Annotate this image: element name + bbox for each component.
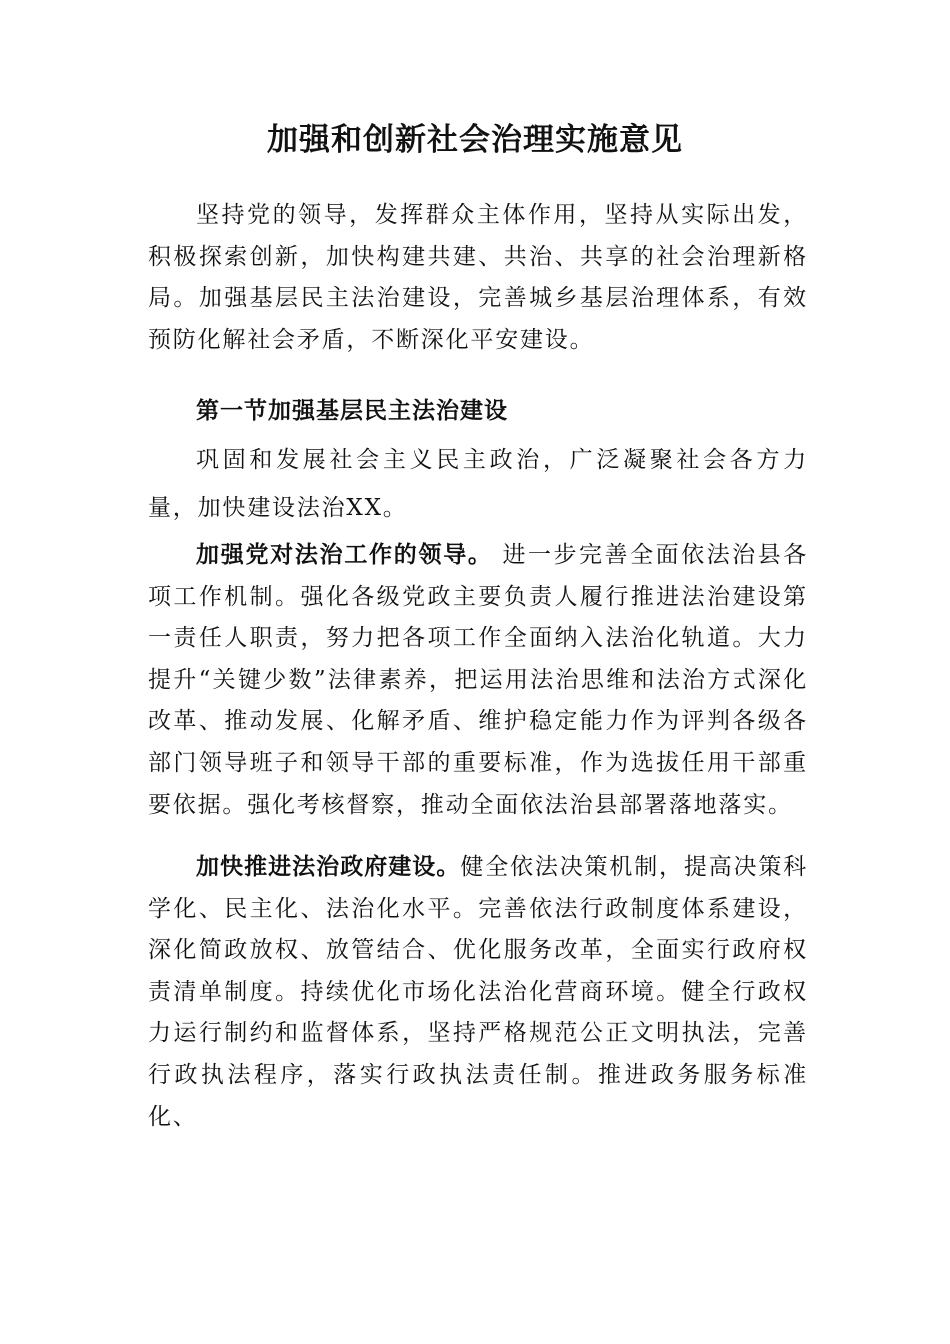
item-heading: 加快推进法治政府建设。 — [196, 853, 461, 880]
section-intro-paragraph: 巩固和发展社会主义民主政治，广泛凝聚社会各方力量，加快建设法治XX。 — [148, 447, 808, 521]
item-body: 健全依法决策机制，提高决策科学化、民主化、法治化水平。完善依法行政制度体系建设，深化简政放权、放管结合、优化服务改革，全面实行政府权责清单制度。持续优化市场化法治化营商环境。健全行政权力运行制约和监督体系，坚持严格规范公正文明执法，完善行政执法程序，落实行政执法责任制。推进政务服务标准化、 — [148, 854, 809, 1130]
item-body: 进一步完善全面依法治县各项工作机制。强化各级党政主要负责人履行推进法治建设第一责任人职责，努力把各项工作全面纳入法治化轨道。大力提升“关键少数”法律素养，把运用法治思维和法治方式深化改革、推动发展、化解矛盾、维护稳定能力作为评判各级各部门领导班子和领导干部的重要标准，作为选拔任用干部重要依据。强化考核督察，推动全面依法治县部署落地落实。 — [148, 542, 808, 818]
intro-paragraph: 坚持党的领导，发挥群众主体作用，坚持从实际出发，积极探索创新，加快构建共建、共治、共享的社会治理新格局。加强基层民主法治建设，完善城乡基层治理体系，有效预防化解社会矛盾，不断深化平安建设。 — [148, 202, 808, 353]
item-paragraph-law-based-government — [148, 846, 808, 1138]
section-heading: 第一节加强基层民主法治建设 — [196, 397, 508, 424]
item-heading: 加强党对法治工作的领导。 — [196, 541, 493, 568]
document-title: 加强和创新社会治理实施意见 — [267, 122, 683, 158]
item-paragraph-party-leadership — [148, 534, 808, 826]
